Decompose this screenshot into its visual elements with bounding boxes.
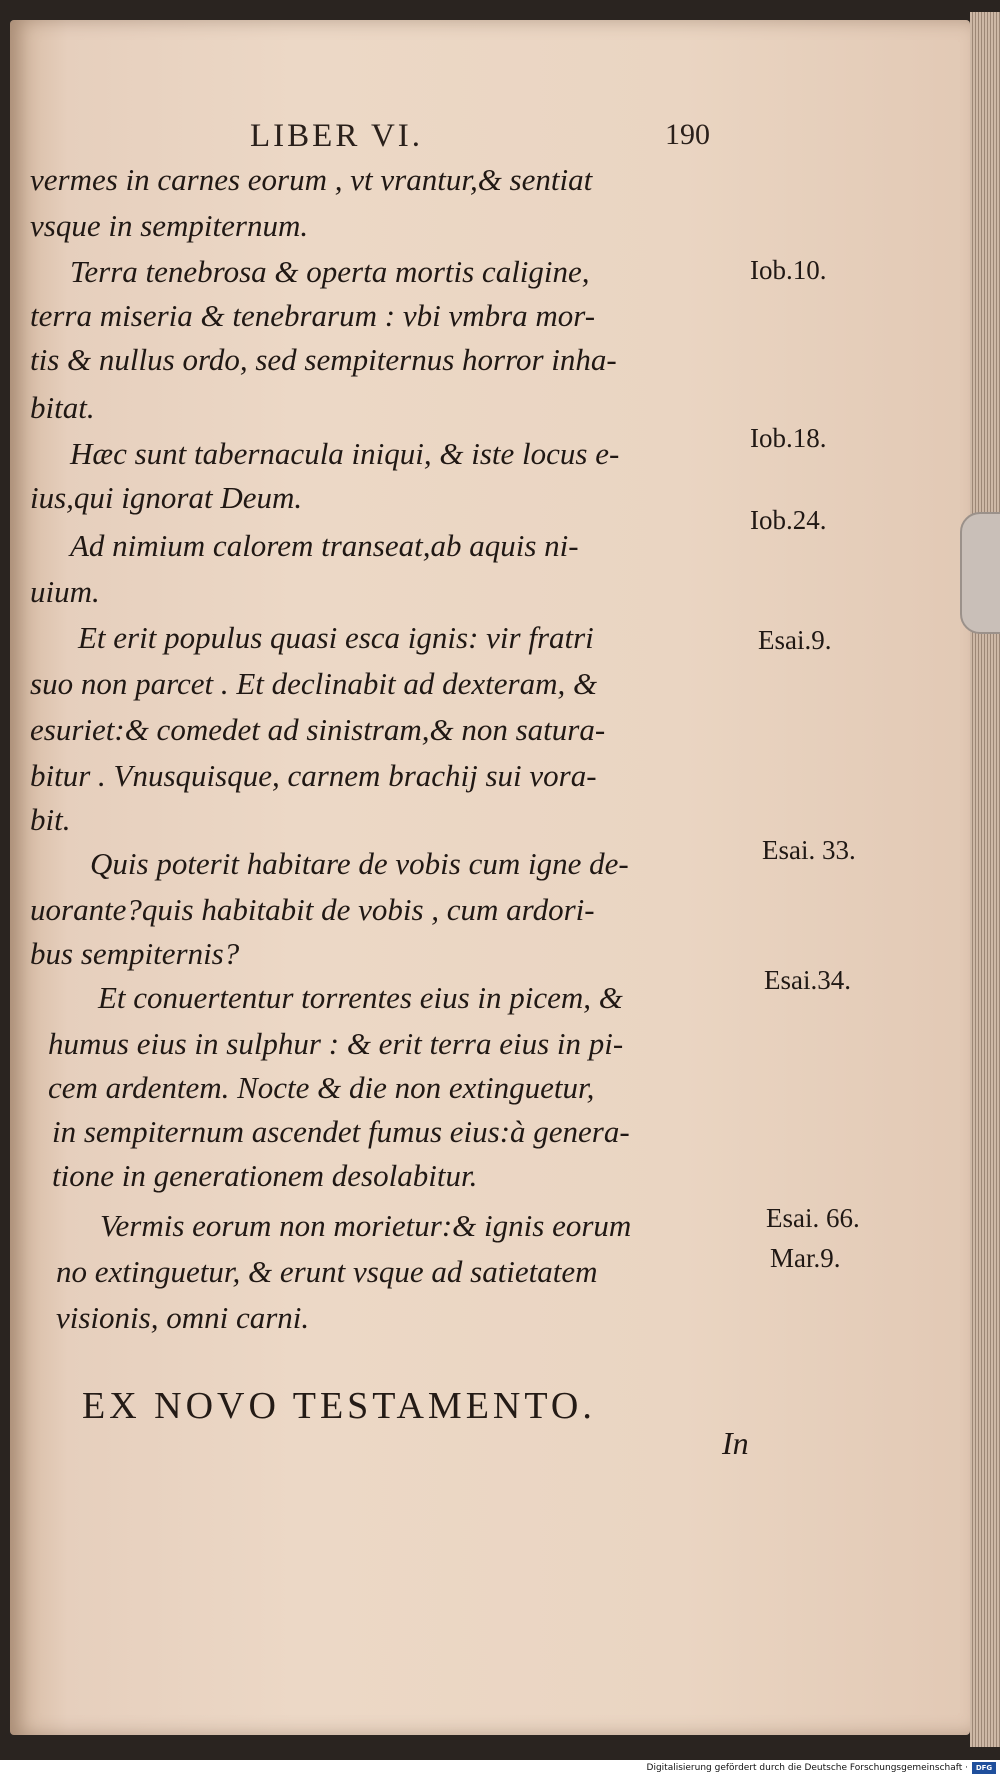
text-line: bit. [30,802,71,837]
text-line: esuriet:& comedet ad sinistram,& non satura- [30,712,606,747]
text-line: humus eius in sulphur : & erit terra eius in pi- [48,1026,624,1061]
text-line: bitur . Vnusquisque, carnem brachij sui vora- [30,758,597,793]
marginal-ref: Iob.18. [750,423,827,453]
text-line: Vermis eorum non morietur:& ignis eorum [100,1208,632,1243]
text-line: bus sempiternis? [30,936,240,971]
text-line: Et conuertentur torrentes eius in picem, & [98,980,623,1015]
bookmark-tab [960,512,1000,634]
text-line: Terra tenebrosa & operta mortis caligine, [70,254,590,289]
running-head [0,112,760,162]
text-line: terra miseria & tenebrarum : vbi vmbra mor- [30,298,596,333]
text-line: Quis poterit habitare de vobis cum igne de- [90,846,629,881]
marginal-ref: Esai. 33. [762,835,856,865]
text-line: uium. [30,574,100,609]
running-title: LIBER VI. [250,118,424,154]
text-line: uorante?quis habitabit de vobis , cum ardori- [30,892,595,927]
text-line: bitat. [30,390,95,425]
marginal-ref: Esai. 66. [766,1203,860,1233]
footer-credit: Digitalisierung gefördert durch die Deutsche Forschungsgemeinschaft · [646,1763,968,1773]
text-line: visionis, omni carni. [56,1300,310,1335]
marginal-ref: Mar.9. [770,1243,841,1273]
text-line: Hæc sunt tabernacula iniqui, & iste locus e- [70,436,620,471]
marginal-ref: Esai.9. [758,625,832,655]
marginal-ref: Iob.10. [750,255,827,285]
text-line: tis & nullus ordo, sed sempiternus horror inha- [30,342,617,377]
text-line: vsque in sempiternum. [30,208,309,243]
section-heading: EX NOVO TESTAMENTO. [82,1385,596,1427]
marginal-ref: Iob.24. [750,505,827,535]
marginal-ref: Esai.34. [764,965,851,995]
text-line: cem ardentem. Nocte & die non extinguetur, [48,1070,595,1105]
text-line: in sempiternum ascendet fumus eius:à genera- [52,1114,630,1149]
text-line: tione in generationem desolabitur. [52,1158,478,1193]
catchword: In [722,1425,749,1461]
text-line: no extinguetur, & erunt vsque ad satietatem [56,1254,598,1289]
dfg-logo-icon: DFG [972,1762,996,1774]
text-line: Et erit populus quasi esca ignis: vir fratri [78,620,594,655]
page-edges [970,12,1000,1747]
text-line: suo non parcet . Et declinabit ad dexteram, & [30,666,598,701]
text-line: ius,qui ignorat Deum. [30,480,303,515]
page-number: 190 [665,118,710,151]
text-line: Ad nimium calorem transeat,ab aquis ni- [70,528,579,563]
text-line: vermes in carnes eorum , vt vrantur,& sentiat [30,162,593,197]
footer-bar [0,1760,1000,1776]
